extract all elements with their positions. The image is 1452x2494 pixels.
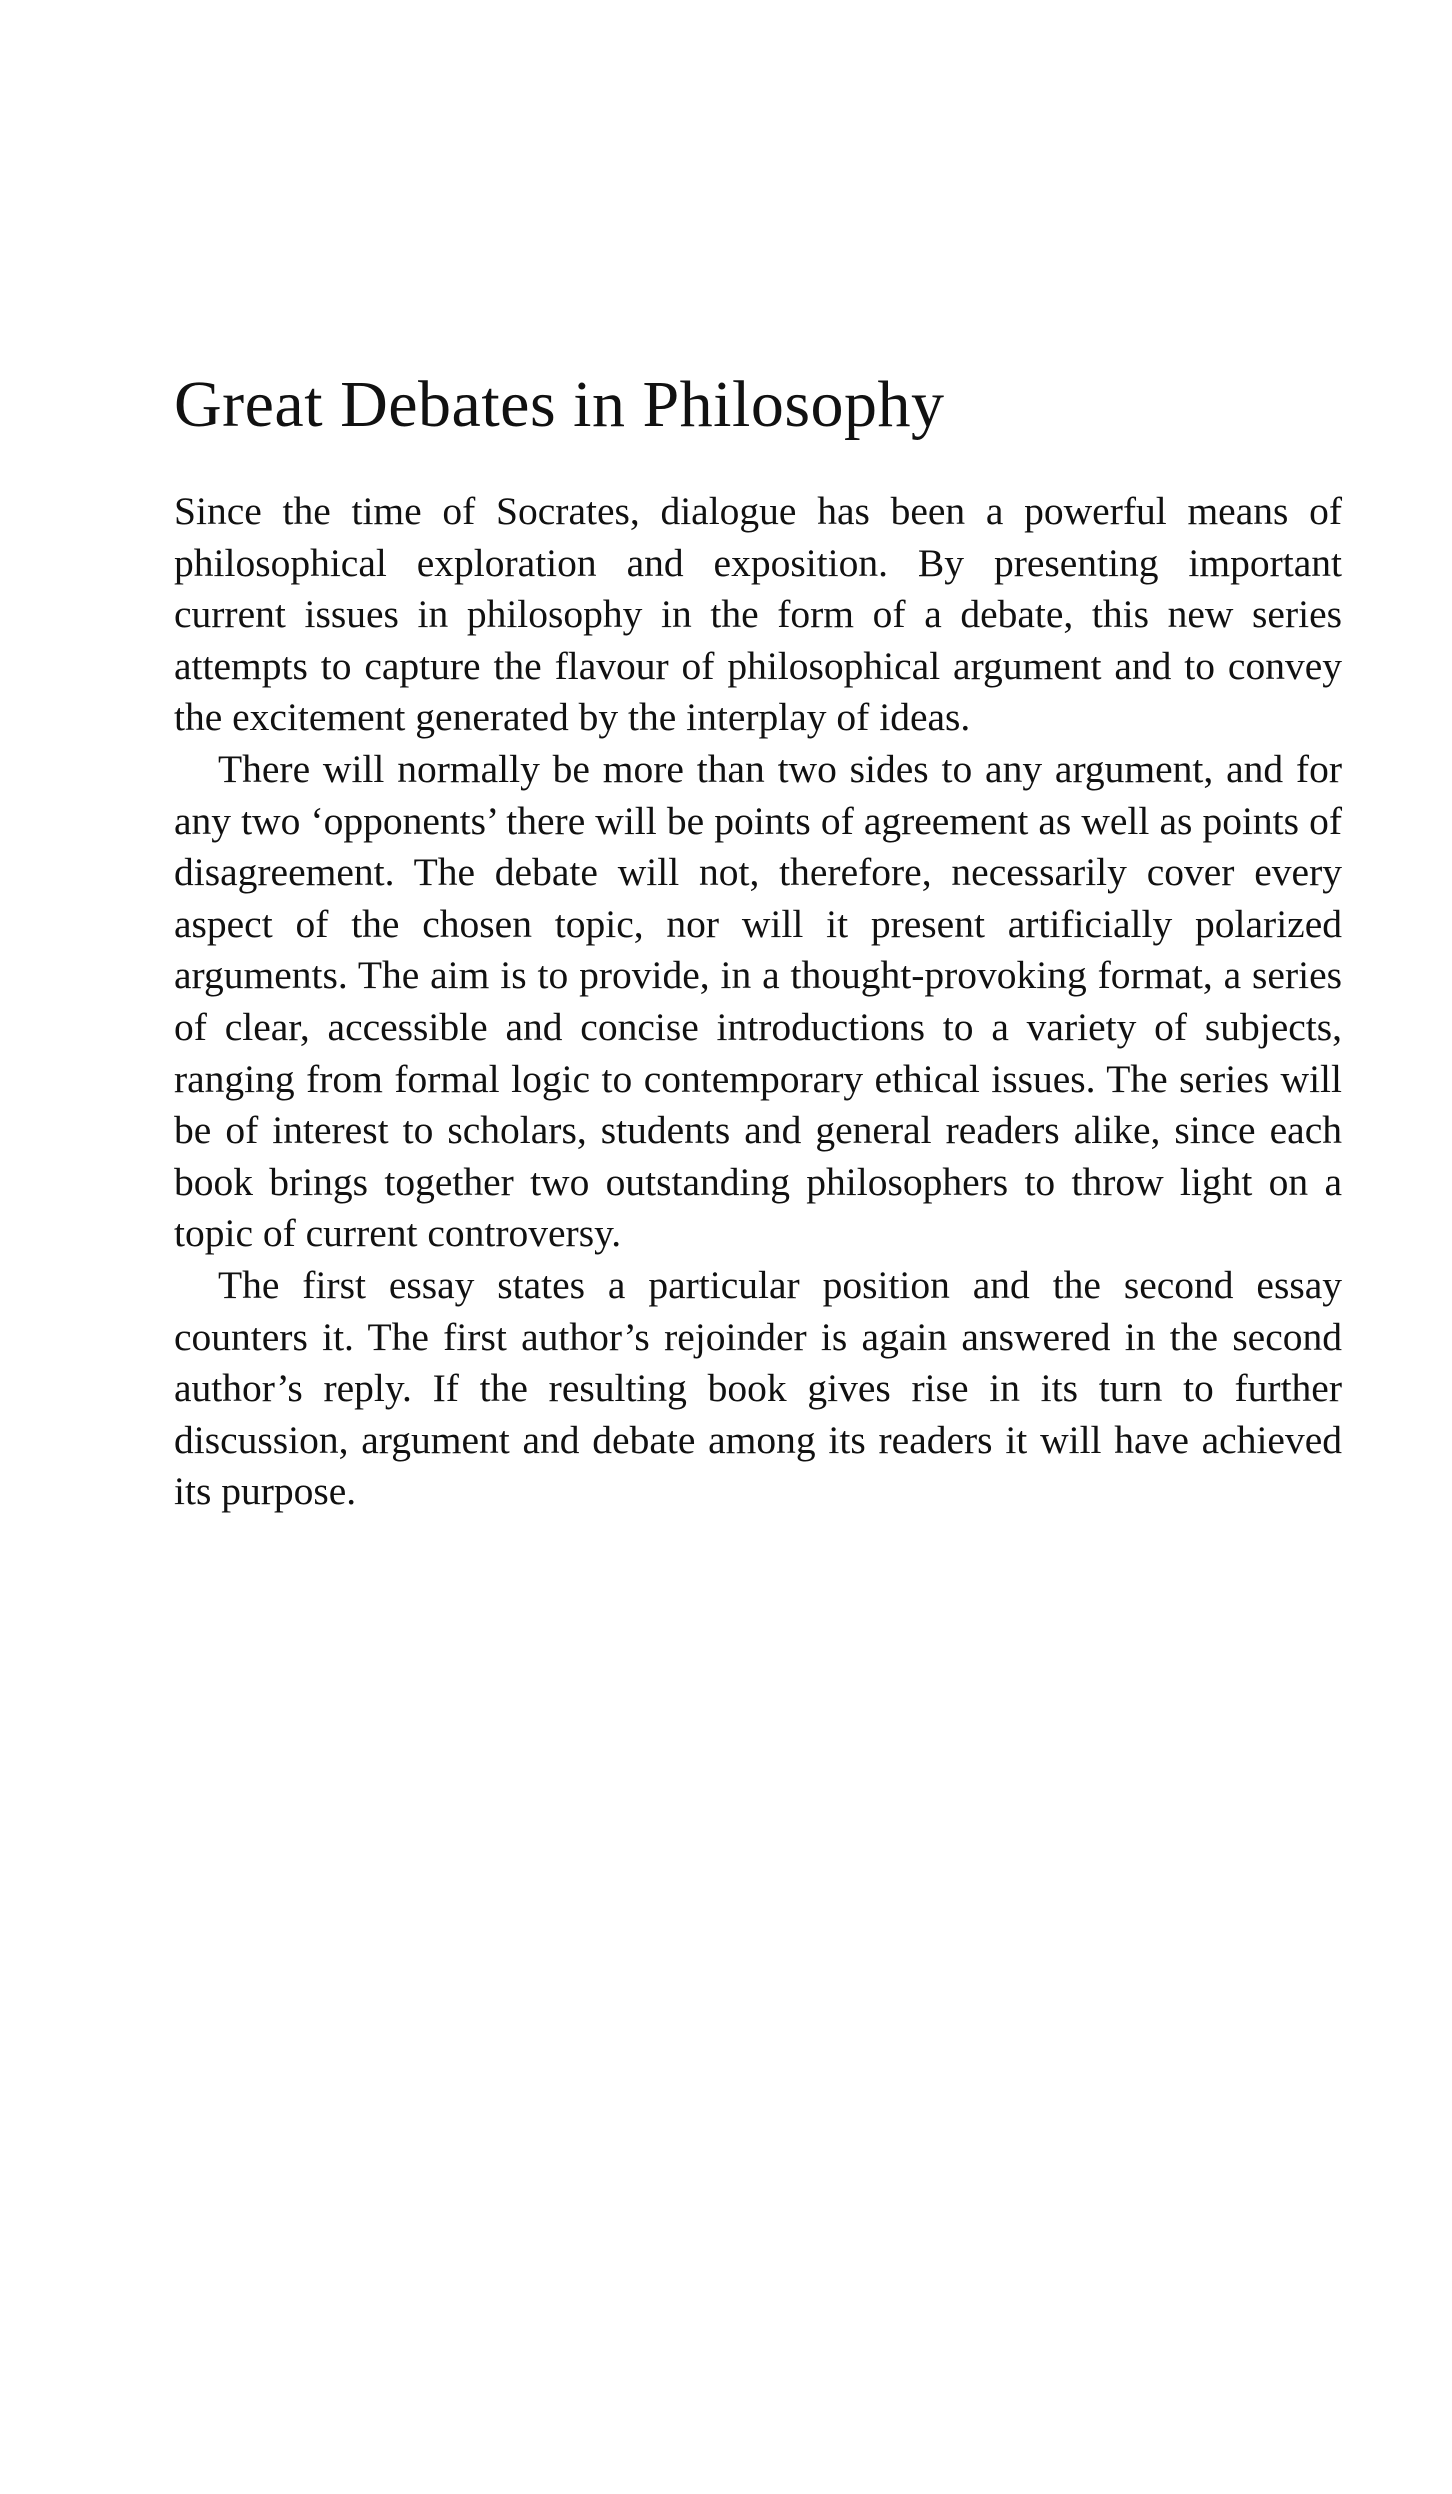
paragraph-sides: There will normally be more than two sides to any argument, and for any two ‘opponents’ there will be points of agreement as well as points of disagreement. The debate will not, therefore, necessarily cover every aspect of the chosen topic, nor will it present artificially polarized arguments. The aim is to provide, in a thought-provoking format, a series of clear, accessible and concise introductions to a variety of subjects, ranging from formal logic to contemporary ethical issues. The series will be of interest to scholars, students and general readers alike, since each book brings together two outstanding philosophers to throw light on a topic of current controversy. — [174, 746, 1342, 1256]
paragraph-intro: Since the time of Socrates, dialogue has been a powerful means of philosophical exploration and exposition. By presenting important current issues in philosophy in the form of a debate, this new series attempts to capture the flavour of philosophical argument and to convey the excitement generated by the interplay of ideas. — [174, 489, 1342, 740]
series-title: Great Debates in Philosophy — [174, 368, 945, 441]
series-description — [174, 486, 1342, 1518]
paragraph-format: The first essay states a particular position and the second essay counters it. The first author’s rejoinder is again answered in the second author’s reply. If the resulting book gives rise in its turn to further discussion, argument and debate among its readers it will have achieved its purpose. — [174, 1262, 1342, 1514]
